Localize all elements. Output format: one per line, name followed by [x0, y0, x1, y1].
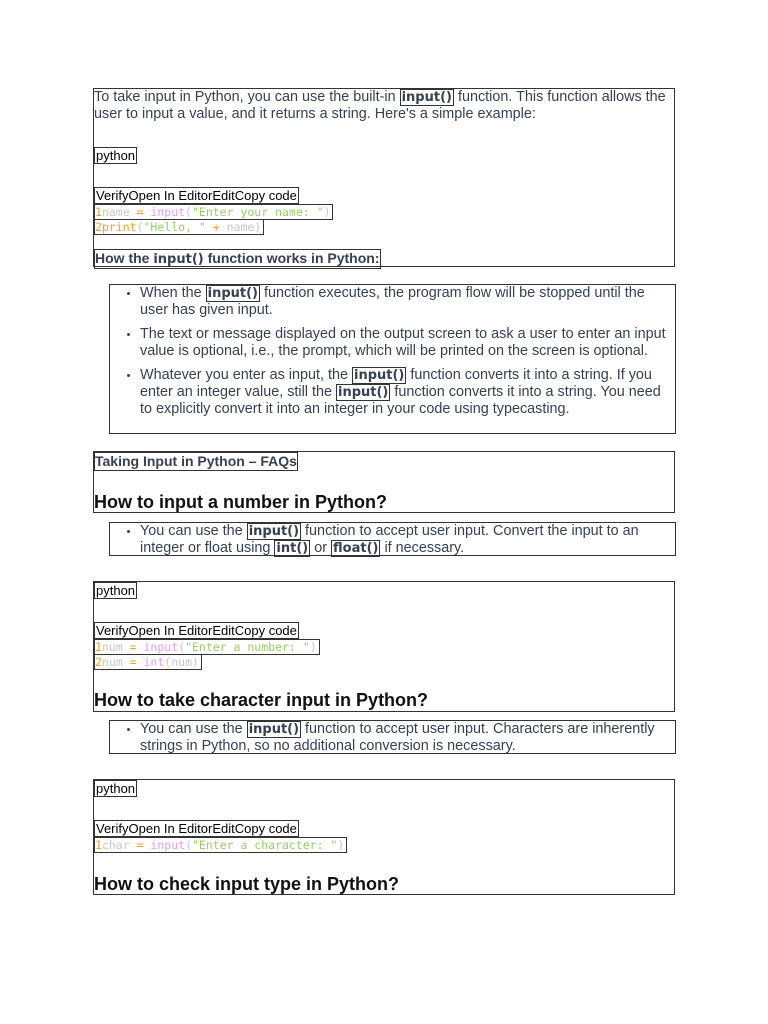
code-line-1: 1num = input("Enter a number: ") [94, 639, 320, 655]
list-item: • The text or message displayed on the output screen to ask a user to enter an input value is optional, i.e., the prompt, which will be printed on the screen is optional. [140, 326, 675, 360]
faq-heading: Taking Input in Python – FAQs [95, 453, 297, 469]
list-item: • You can use the input() function to accept user input. Convert the input to an integer or float using int() or float() if necessary. [140, 523, 675, 557]
intro-section [93, 88, 675, 267]
inline-code: int() [276, 541, 309, 556]
code-language-label: python [96, 781, 136, 796]
inline-code: input() [207, 286, 258, 301]
inline-code: input() [248, 524, 300, 539]
list-item: • Whatever you enter as input, the input() function converts it into a string. If you enter an integer value, still the input() function converts it into a string. You need to explicitly convert it into an integer in your code using typecasting. [140, 367, 675, 418]
question-1-title: How to input a number in Python? [94, 492, 387, 512]
intro-paragraph: To take input in Python, you can use the built-in input() function. This function allows the user to input a value, and it returns a string. Here's a simple example: [94, 89, 666, 122]
q1-list [110, 523, 675, 557]
works-list-box [109, 284, 676, 434]
inline-code: input() [338, 385, 389, 400]
code-toolbar[interactable]: VerifyOpen In EditorEditCopy code [96, 821, 297, 836]
code-language-label: python [96, 148, 136, 163]
code-toolbar[interactable]: VerifyOpen In EditorEditCopy code [96, 623, 297, 638]
inline-code: input() [248, 722, 300, 737]
faq-section [93, 451, 675, 513]
q2-list [110, 721, 675, 755]
q2-list-box [109, 720, 676, 754]
code-line-2: 2num = int(num) [94, 654, 202, 670]
code-section-2 [93, 581, 675, 712]
inline-code: input() [353, 368, 405, 383]
list-item: • You can use the input() function to accept user input. Characters are inherently strings in Python, so no additional conversion is necessary. [140, 721, 675, 755]
inline-code: float() [333, 541, 379, 556]
code-line-1: 1name = input("Enter your name: ") [94, 204, 333, 220]
code-line-2: 2print("Hello, " + name) [94, 219, 264, 235]
how-works-heading: How the input() function works in Python: [95, 250, 380, 267]
code-section-3 [93, 779, 675, 895]
code-language-label: python [96, 583, 136, 598]
inline-code: input() [401, 90, 452, 105]
question-3-title: How to check input type in Python? [94, 874, 400, 894]
question-2-title: How to take character input in Python? [94, 690, 429, 710]
code-line-1: 1char = input("Enter a character: ") [94, 837, 347, 853]
works-list [110, 285, 675, 418]
q1-list-box [109, 522, 676, 556]
code-toolbar[interactable]: VerifyOpen In EditorEditCopy code [96, 188, 297, 203]
list-item: • When the input() function executes, the program flow will be stopped until the user has given input. [140, 285, 675, 319]
